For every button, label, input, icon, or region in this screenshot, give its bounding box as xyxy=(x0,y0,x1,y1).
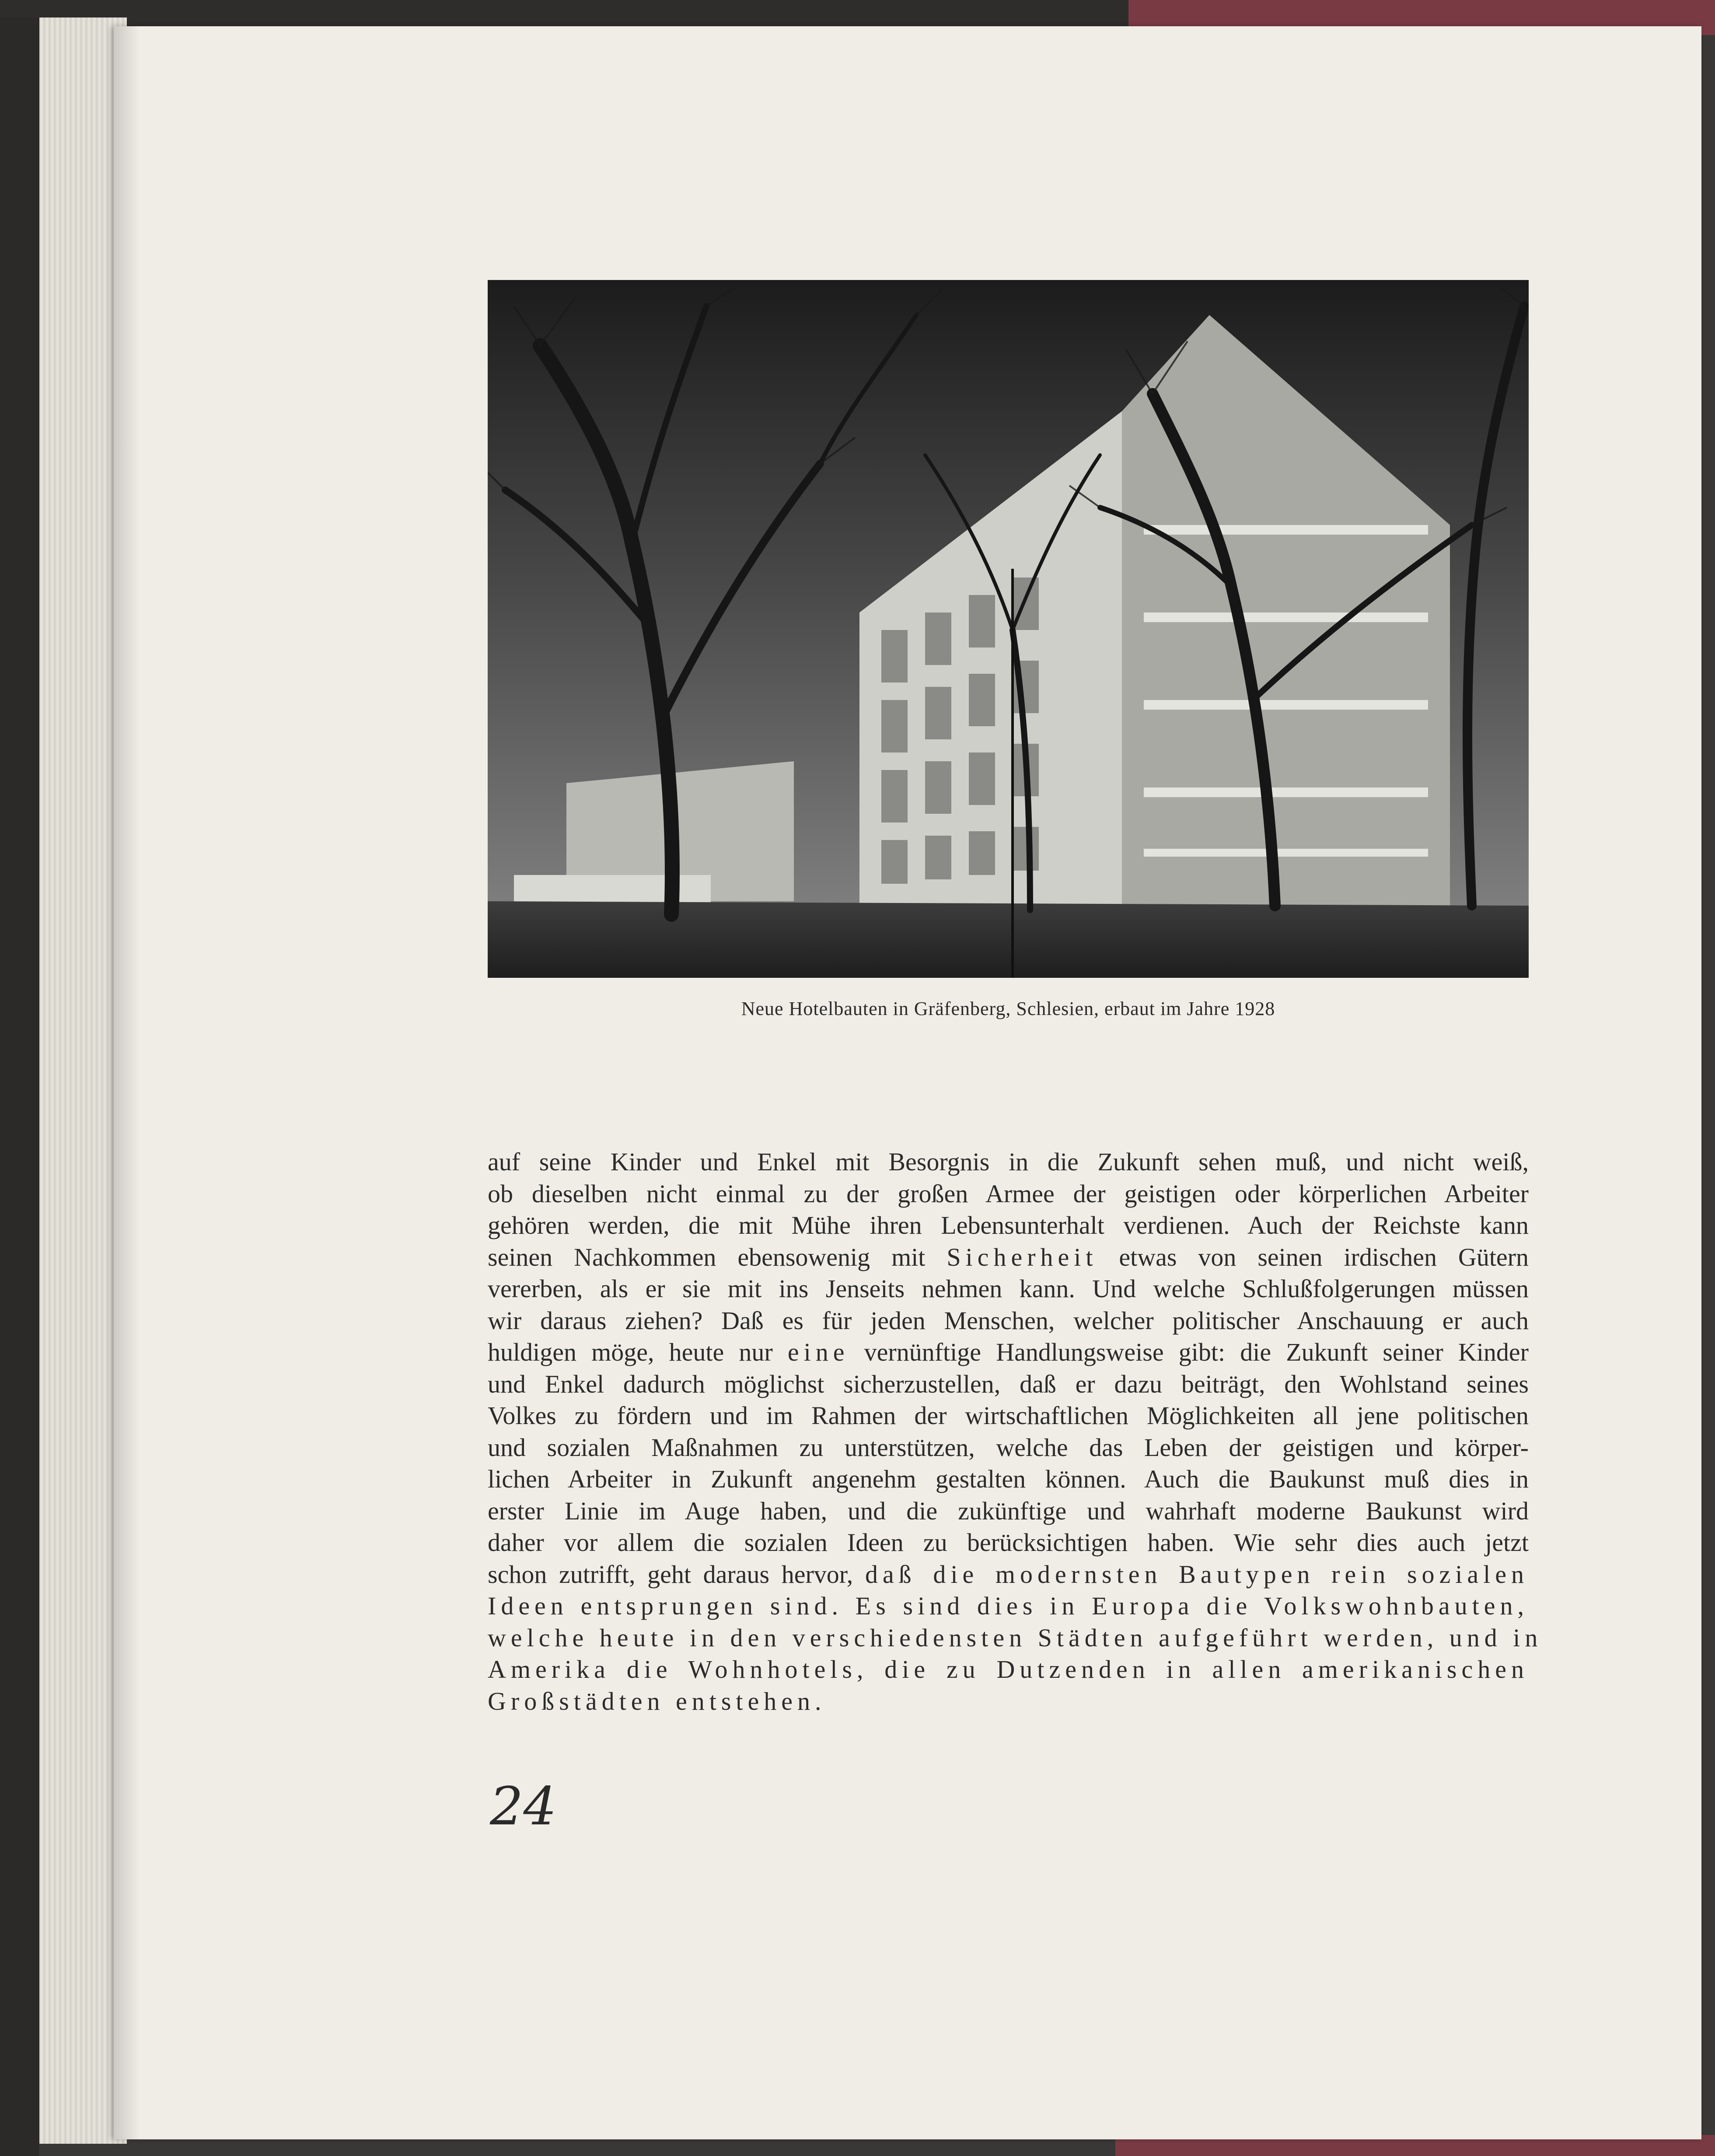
hotel-photograph xyxy=(488,280,1529,978)
text-line: lichen Arbeiter in Zukunft angenehm gestalten können. Auch die Baukunst muß dies in xyxy=(488,1465,1529,1493)
text-line xyxy=(488,1590,1529,1622)
text-line: Volkes zu fördern und im Rahmen der wirtschaftlichen Möglichkeiten all jene politischen xyxy=(488,1401,1529,1430)
emphasized-text: eine xyxy=(787,1338,849,1366)
text-line xyxy=(488,1654,1529,1686)
text-segment: etwas von seinen irdischen Gütern xyxy=(1097,1242,1529,1271)
emphasized-text: Amerika die Wohnhotels, die zu Dutzenden in allen amerikanischen xyxy=(488,1655,1529,1684)
text-line: ob dieselben nicht einmal zu der großen Armee der geistigen oder körperlichen Arbeiter xyxy=(488,1179,1529,1208)
emphasized-text: Ideen entsprungen sind. Es sind dies in Europa die Volkswohnbauten, xyxy=(488,1592,1529,1620)
text-segment: huldigen möge, heute nur xyxy=(488,1338,788,1366)
text-segment: schon zutrifft, geht daraus hervor, xyxy=(488,1560,865,1589)
text-segment: vernünftige Handlungsweise gibt: die Zukunft seiner Kinder xyxy=(849,1338,1529,1366)
text-line: erster Linie im Auge haben, und die zukünftige und wahrhaft moderne Baukunst wird xyxy=(488,1496,1529,1525)
page-number: 24 xyxy=(490,1776,557,1837)
text-line: und sozialen Maßnahmen zu unterstützen, welche das Leben der geistigen und körper- xyxy=(488,1433,1529,1462)
text-line: auf seine Kinder und Enkel mit Besorgnis in die Zukunft sehen muß, und nicht weiß, xyxy=(488,1148,1529,1176)
emphasized-text: welche heute in den verschiedensten Städten aufgeführt werden, und in xyxy=(488,1623,1543,1652)
photo-caption: Neue Hotelbauten in Gräfenberg, Schlesien, erbaut im Jahre 1928 xyxy=(741,998,1275,1019)
text-line xyxy=(488,1686,1529,1718)
body-text xyxy=(488,1146,1543,1717)
text-line xyxy=(488,1337,1529,1368)
text-line: gehören werden, die mit Mühe ihren Lebensunterhalt verdienen. Auch der Reichste kann xyxy=(488,1211,1529,1239)
text-line: daher vor allem die sozialen Ideen zu berücksichtigen haben. Wie sehr dies auch jetzt xyxy=(488,1528,1529,1557)
spine-shadow xyxy=(114,26,140,2139)
text-line xyxy=(488,1622,1543,1654)
emphasized-text: daß die modernsten Bautypen rein sozialen xyxy=(865,1560,1529,1589)
text-line: und Enkel dadurch möglichst sicherzustellen, daß er dazu beiträgt, den Wohlstand seines xyxy=(488,1369,1529,1398)
text-line: vererben, als er sie mit ins Jenseits nehmen kann. Und welche Schlußfolgerungen müssen xyxy=(488,1274,1529,1303)
text-segment: seinen Nachkommen ebensowenig mit xyxy=(488,1242,947,1271)
text-line: wir daraus ziehen? Daß es für jeden Menschen, welcher politischer Anschauung er auch xyxy=(488,1306,1529,1335)
book-cover-edge xyxy=(0,18,39,2156)
text-line xyxy=(488,1559,1529,1591)
emphasized-text: Sicherheit xyxy=(947,1242,1098,1271)
emphasized-text: Großstädten entstehen. xyxy=(488,1687,826,1715)
text-line xyxy=(488,1242,1529,1274)
